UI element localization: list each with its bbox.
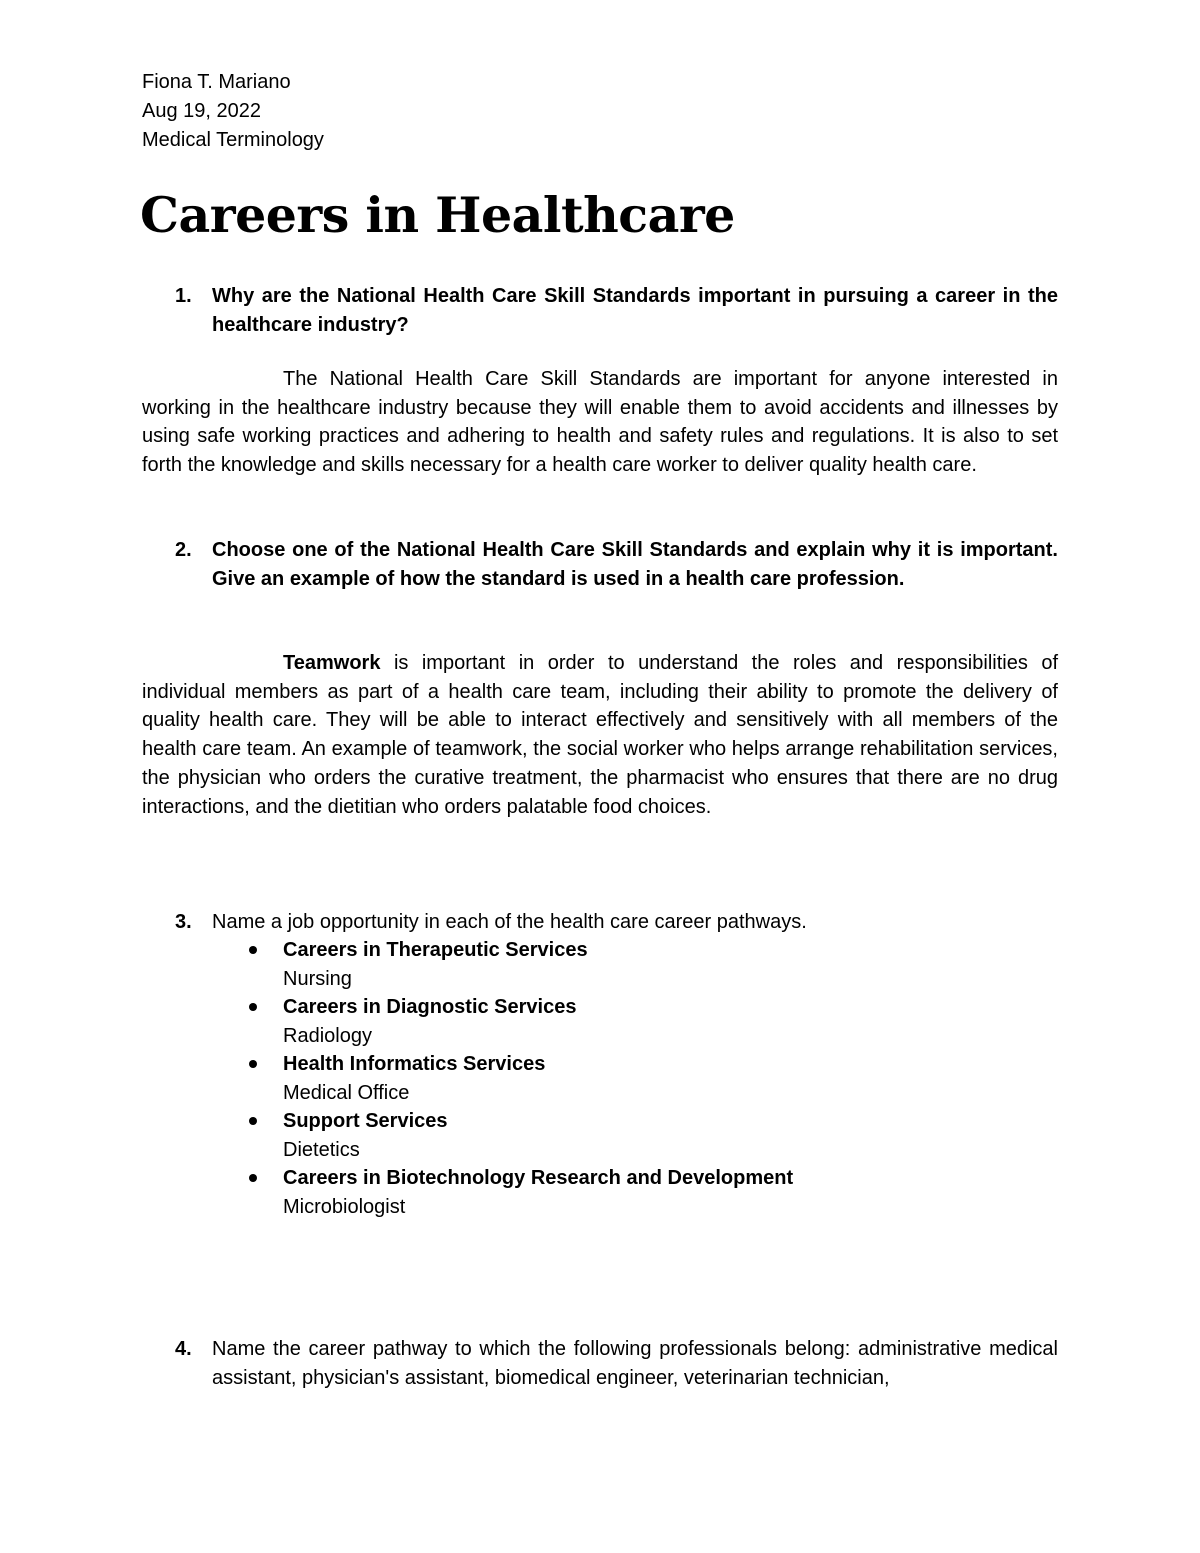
- answer-1: [142, 365, 1058, 480]
- bullet-icon: [249, 1174, 257, 1182]
- question-2: [175, 536, 1058, 593]
- pathway-job: Microbiologist: [283, 1195, 406, 1218]
- answer-2-keyword: Teamwork: [283, 652, 381, 674]
- pathway-title: Careers in Therapeutic Services: [283, 939, 588, 961]
- bullet-icon: [249, 946, 257, 954]
- question-1-text: Why are the National Health Care Skill Standards important in pursuing a career in the healthcare industry?: [212, 285, 1058, 336]
- document-date: Aug 19, 2022: [142, 100, 261, 122]
- list-item: [283, 1050, 793, 1107]
- question-3: [175, 908, 1058, 937]
- pathway-job: Radiology: [283, 1024, 372, 1047]
- list-item: [283, 1164, 793, 1221]
- list-item: [283, 1107, 793, 1164]
- pathway-job: Medical Office: [283, 1081, 410, 1104]
- answer-2-text: is important in order to understand the roles and responsibilities of individual members as part of a health care team, including their ability to promote the delivery of quality health care. They will be able to interact effectively and sensitively with all members of the health care team. An example of teamwork, the social worker who helps arrange rehabilitation services, the physician who orders the curative treatment, the pharmacist who ensures that there are no drug interactions, and the dietitian who orders palatable food choices.: [142, 652, 1058, 818]
- document-title: Careers in Healthcare: [140, 186, 735, 244]
- answer-1-text: The National Health Care Skill Standards are important for anyone interested in working in the healthcare industry because they will enable them to avoid accidents and illnesses by using safe working practices and adhering to health and safety rules and regulations. It is also to set forth the knowledge and skills necessary for a health care worker to deliver quality health care.: [142, 368, 1058, 477]
- bullet-icon: [249, 1117, 257, 1125]
- question-4: [175, 1335, 1058, 1392]
- pathway-title: Careers in Diagnostic Services: [283, 996, 577, 1018]
- bullet-icon: [249, 1060, 257, 1068]
- question-2-number: 2.: [175, 539, 192, 561]
- question-4-number: 4.: [175, 1338, 192, 1360]
- question-3-text: Name a job opportunity in each of the health care career pathways.: [212, 911, 807, 933]
- pathway-title: Careers in Biotechnology Research and Development: [283, 1167, 794, 1189]
- pathway-job: Nursing: [283, 967, 352, 990]
- career-pathways-list: [283, 936, 793, 1221]
- list-item: [283, 936, 793, 993]
- author-name: Fiona T. Mariano: [142, 71, 291, 93]
- list-item: [283, 993, 793, 1050]
- question-4-text: Name the career pathway to which the following professionals belong: administrative medical assistant, physician's assistant, biomedical engineer, veterinarian technician,: [212, 1338, 1058, 1389]
- pathway-title: Support Services: [283, 1110, 448, 1132]
- answer-2: [142, 649, 1058, 821]
- course-name: Medical Terminology: [142, 129, 324, 151]
- question-2-text: Choose one of the National Health Care Skill Standards and explain why it is important. Give an example of how the standard is used in a health care profession.: [212, 539, 1058, 590]
- pathway-job: Dietetics: [283, 1138, 360, 1161]
- question-1-number: 1.: [175, 285, 192, 307]
- pathway-title: Health Informatics Services: [283, 1053, 546, 1075]
- bullet-icon: [249, 1003, 257, 1011]
- question-3-number: 3.: [175, 911, 192, 933]
- document-header: [142, 68, 324, 155]
- question-1: [175, 282, 1058, 339]
